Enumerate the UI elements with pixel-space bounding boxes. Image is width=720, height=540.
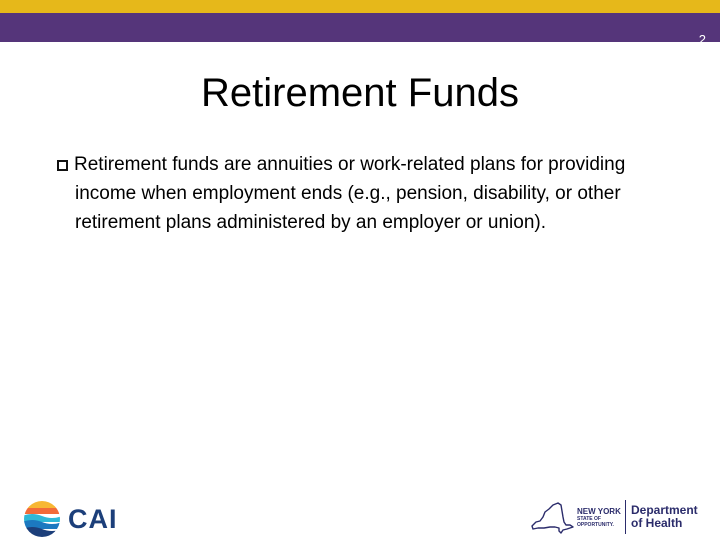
nys-wordmark-line2: STATE OF	[577, 515, 601, 522]
slide-title: Retirement Funds	[201, 71, 519, 115]
nys-wordmark-line1: NEW YORK	[577, 506, 621, 516]
new-york-state-map-icon	[530, 500, 574, 534]
cai-logo-icon	[22, 499, 62, 539]
logo-divider	[625, 500, 626, 534]
cai-logo-text: CAI	[68, 503, 118, 534]
header-gold-band	[0, 0, 720, 13]
department-name	[631, 504, 698, 530]
bullet-text: Retirement funds are annuities or work-related plans for providing income when employment ends (e.g., pension, disability, or other retirement plans administered by an employer or union).	[74, 154, 626, 233]
nys-wordmark-line3: OPPORTUNITY.	[577, 521, 614, 528]
nys-department-of-health-logo	[530, 496, 698, 538]
nys-wordmark	[577, 507, 621, 528]
header-purple-band	[0, 13, 720, 47]
cai-logo	[22, 498, 118, 540]
department-line1: Department	[631, 503, 698, 517]
department-line2: of Health	[631, 516, 683, 530]
bullet-item	[57, 150, 675, 237]
page-number: 2	[698, 32, 706, 47]
square-bullet-icon	[57, 160, 68, 171]
